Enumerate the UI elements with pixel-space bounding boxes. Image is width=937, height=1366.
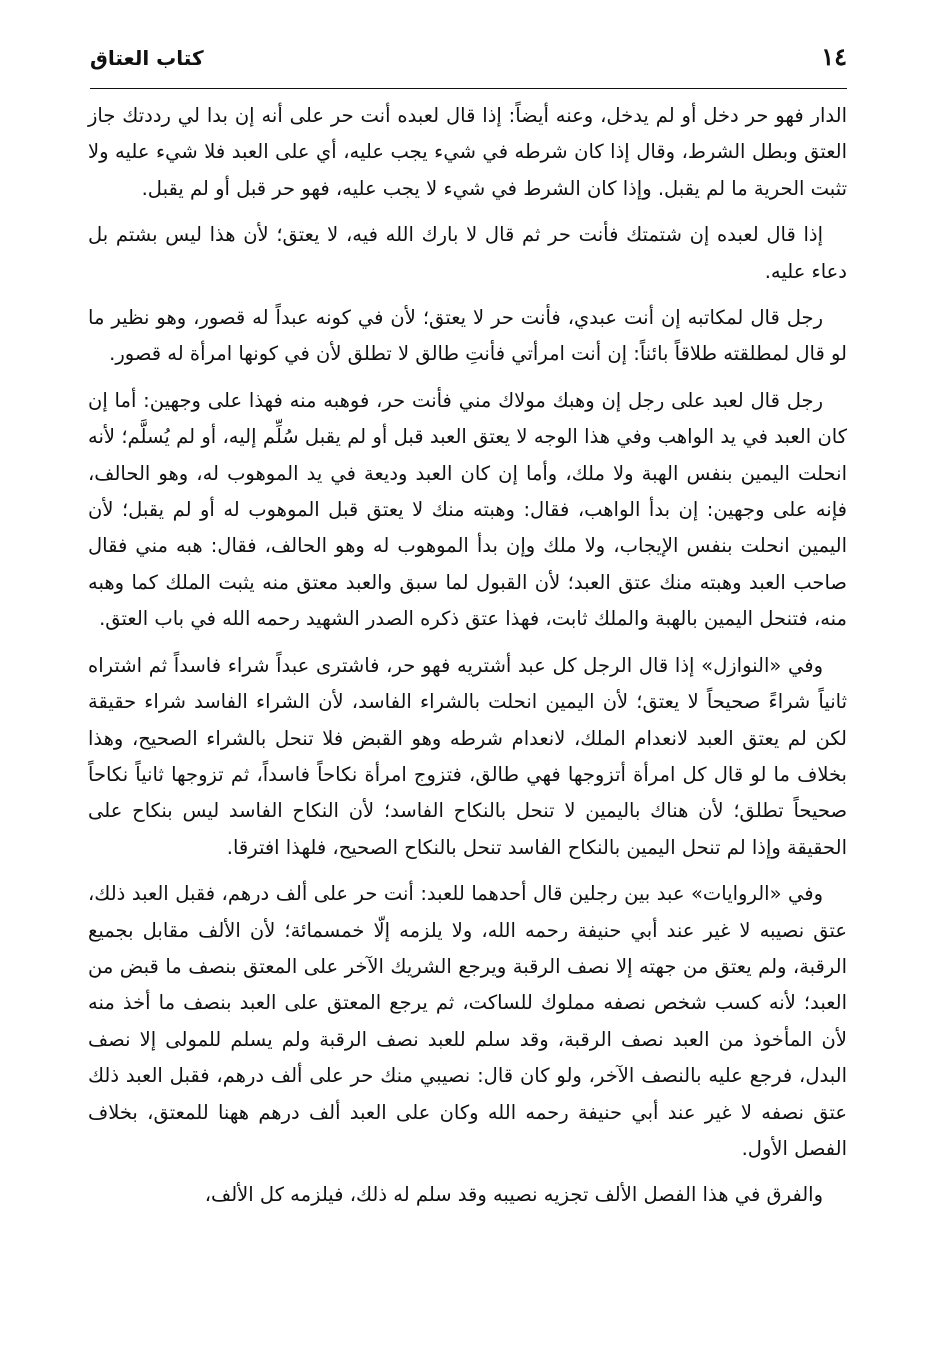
running-title: كتاب العتاق: [90, 46, 204, 70]
paragraph: وفي «الروايات» عبد بين رجلين قال أحدهما للعبد: أنت حر على ألف درهم، فقبل العبد ذلك، عتق نصيبه لا غير عند أبي حنيفة رحمه الله، ولا يلزمه إلّا خمسمائة؛ لأن الألف مقابل بجميع الرقبة، ولم يعتق من جهته إلا نصف الرقبة ويرجع الشريك الآخر على المعتق بنصف ما قبض من العبد؛ لأنه كسب شخص نصفه مملوك للساكت، ثم يرجع المعتق على العبد بنصف ما أخذ منه لأن المأخوذ من العبد نصف الرقبة، وقد سلم للعبد نصف الرقبة ولم يسلم للمولى إلا نصف البدل، فرجع عليه بالنصف الآخر، ولو كان قال: نصيبي منك حر على ألف درهم، فقبل العبد ذلك عتق نصفه لا غير عند أبي حنيفة رحمه الله وكان على العبد ألف درهم ههنا للمعتق، بخلاف الفصل الأول.: [88, 882, 847, 1160]
page-header: [90, 42, 847, 82]
paragraph: الدار فهو حر دخل أو لم يدخل، وعنه أيضاً: إذا قال لعبده أنت حر على أنه إن بدا لي رددتك جاز العتق وبطل الشرط، وقال إذا كان شرطه في شيء يجب عليه، أي على العبد فلا شيء عليه ولا تثبت الحرية ما لم يقبل. وإذا كان الشرط في شيء لا يجب عليه، فهو حر قبل أو لم يقبل.: [88, 104, 847, 200]
paragraph: وفي «النوازل» إذا قال الرجل كل عبد أشتريه فهو حر، فاشترى عبداً شراء فاسداً ثم اشتراه ثانياً شراءً صحيحاً لا يعتق؛ لأن اليمين انحلت بالشراء الفاسد، لأن الشراء الفاسد شراء حقيقة لكن لم يعتق العبد لانعدام الملك، لانعدام شرطه وهو القبض فلا تنحل بالشراء الصحيح، وهذا بخلاف ما لو قال كل امرأة أتزوجها فهي طالق، فتزوج امرأة نكاحاً فاسداً، ثم تزوجها ثانياً نكاحاً صحيحاً تطلق؛ لأن هناك باليمين لا تنحل بالنكاح الفاسد؛ لأن النكاح الفاسد ليس بنكاح على الحقيقة وإذا لم تنحل اليمين بالنكاح الفاسد تنحل بالنكاح الصحيح، فلهذا افترقا.: [88, 653, 847, 859]
page-number: ١٤: [821, 42, 847, 71]
paragraph: رجل قال لعبد على رجل إن وهبك مولاك مني فأنت حر، فوهبه منه فهذا على وجهين: أما إن كان العبد في يد الواهب وفي هذا الوجه لا يعتق العبد قبل أو لم يقبل سُلِّم إليه، أو لم يُسلَّم؛ لأنه انحلت اليمين بنفس الهبة ولا ملك، وأما إن كان العبد وديعة في يد الموهوب له، وهو الحالف، فإنه على وجهين: إن بدأ الواهب، فقال: وهبته منك لا يعتق قبل الموهوب له أو لم يقبل؛ لأن اليمين انحلت بنفس الإيجاب، ولا ملك وإن بدأ الموهوب له وهو الحالف، فقال: هبه مني فقال صاحب العبد وهبته منك عتق العبد؛ لأن القبول لما سبق والعبد معتق منه يثبت الملك كما وهبه منه، فتنحل اليمين بالهبة والملك ثابت، فهذا عتق ذكره الصدر الشهيد رحمه الله في باب العتق.: [88, 388, 847, 631]
page-body: [88, 98, 847, 1224]
paragraph: والفرق في هذا الفصل الألف تجزيه نصيبه وقد سلم له ذلك، فيلزمه كل الألف،: [204, 1183, 823, 1207]
header-divider: [90, 88, 847, 89]
paragraph: رجل قال لمكاتبه إن أنت عبدي، فأنت حر لا يعتق؛ لأن في كونه عبداً له قصور، وهو نظير ما لو قال لمطلقته طلاقاً بائناً: إن أنت امرأتي فأنتِ طالق لا تطلق لأن في كونها امرأة له قصور.: [88, 306, 847, 366]
paragraph: إذا قال لعبده إن شتمتك فأنت حر ثم قال لا بارك الله فيه، لا يعتق؛ لأن هذا ليس بشتم بل دعاء عليه.: [88, 223, 847, 283]
